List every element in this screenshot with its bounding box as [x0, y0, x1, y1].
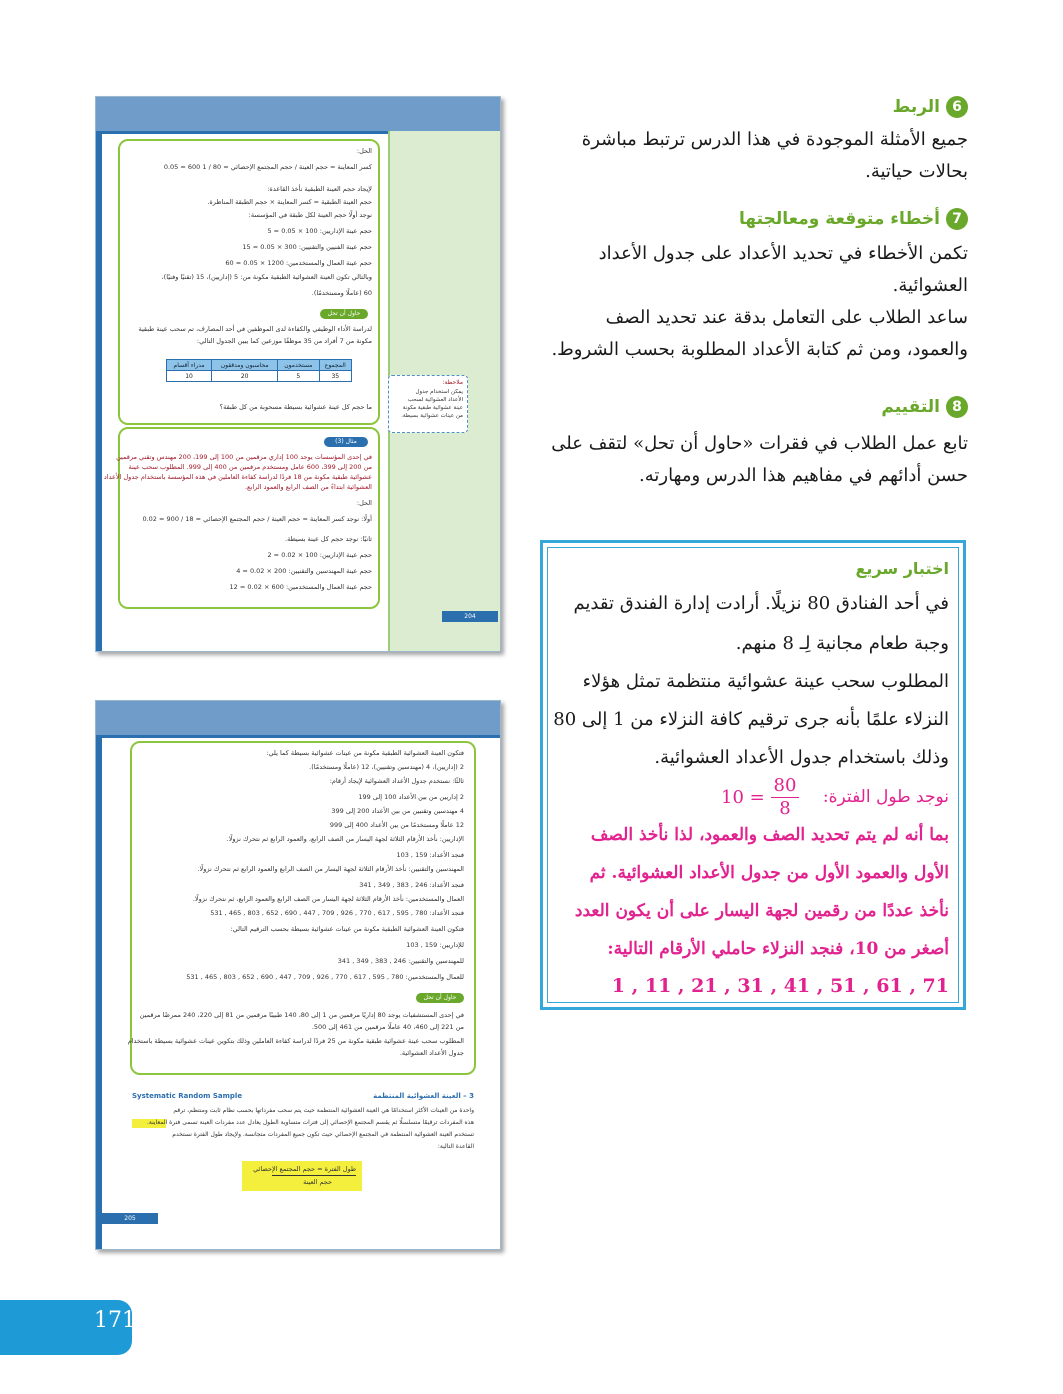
- text-line: حجم عينة المهندسين والتقنيين: 200 × 0.02 = 4: [236, 567, 372, 575]
- text-line: واحدة من العينات الأكثر استخدامًا هي العينة العشوائية المنتظمة حيث يتم سحب مفرداتها بحسب نظام ثابت ومنتظم، ترقم: [173, 1107, 474, 1114]
- answer-line: أصغر من 10، فنجد النزلاء حاملي الأرقام التالية:: [607, 939, 949, 959]
- table-cell: 5: [278, 371, 319, 382]
- text-line: العشوائية ابتداءً من الصف الرابع والعمود الرابع.: [244, 483, 372, 491]
- section-title: أخطاء متوقعة ومعالجتها: [739, 209, 940, 229]
- table-header: مستخدمون: [278, 360, 319, 371]
- page-number: 171: [94, 1308, 136, 1333]
- text-line: في إحدى المستشفيات يوجد 80 إداريًا مرقمين من 1 إلى 80، 140 طبيبًا مرقمين من 81 إلى 220، 240 ممرضًا مرقمين: [139, 1011, 464, 1019]
- page-label-205: 205: [102, 1213, 158, 1224]
- text-line: كسر المعاينة = حجم العينة / حجم المجتمع الإحصائي = 80 / 1 600 = 0.05: [163, 163, 372, 171]
- text-line: المطلوب سحب عينة عشوائية طبقية مكونة من 25 فردًا لدراسة كفاءة العاملين وذلك بتكوين عينات عشوائية بسيطة باستخدام: [127, 1037, 464, 1045]
- interval-denominator: 8: [779, 798, 791, 819]
- text-line: العمال والمستخدمين: نأخذ الأرقام الثلاثة لجهة اليسار من الصف الرابع والعمود الرابع، ثم نتحرك نزولًا.: [192, 895, 464, 903]
- text-line: فنجد الأعداد: 780 , 595 , 617 , 770 , 926 , 709 , 447 , 690 , 652 , 803 , 465 , 531: [210, 909, 464, 917]
- try-it-tab: حاول أن تحل: [320, 309, 368, 319]
- formula-bottom: حجم العينة: [303, 1178, 332, 1186]
- text-line: ثانيًا: نوجد حجم كل عينة بسيطة.: [285, 535, 372, 543]
- text-line: حجم عينة الفنيين والتقنيين: 300 × 0.05 = 15: [242, 243, 372, 251]
- text-line: 2 (إداريين)، 4 (مهندسين وتقنيين)، 12 (عاملًا ومستخدمًا).: [309, 763, 464, 771]
- text-line: للإداريين: 159 , 103: [406, 941, 464, 949]
- text-line: فتكون العينة العشوائية الطبقية مكونة من عينات عشوائية بسيطة كما يلي:: [266, 749, 464, 757]
- table-header: محاسبون ومدققون: [212, 360, 278, 371]
- example-box: [103, 427, 380, 609]
- section-heading-connect: [893, 96, 968, 118]
- section-title-ar: 3 – العينة العشوائية المنتظمة: [373, 1092, 474, 1100]
- table-cell: 35: [319, 371, 351, 382]
- page-header-bar: [96, 97, 500, 134]
- body-line: جميع الأمثلة الموجودة في هذا الدرس ترتبط مباشرة: [581, 129, 968, 150]
- solution-box: [127, 741, 476, 1075]
- text-line: حجم عينة الإداريين: 100 × 0.02 = 2: [267, 551, 372, 559]
- text-line: لإيجاد حجم العينة الطبقية نأخذ القاعدة:: [267, 185, 372, 193]
- section-body-mistakes: [538, 238, 968, 366]
- try-it-tab: حاول أن تحل: [416, 993, 464, 1003]
- quiz-question-line: في أحد الفنادق 80 نزيلًا. أرادت إدارة الفندق تقديم: [573, 593, 949, 614]
- note-box: [388, 375, 468, 433]
- text-line: 12 عاملًا ومستخدمًا من بين الأعداد 400 إلى 999: [329, 821, 464, 829]
- text-line: 60 (عاملًا ومستخدمًا).: [311, 289, 372, 297]
- quiz-title: اختبار سريع: [855, 559, 949, 578]
- text-line: للمهندسين والتقنيين: 246 , 383 , 349 , 341: [337, 957, 464, 965]
- text-line: المهندسين والتقنيين: نأخذ الأرقام الثلاثة لجهة اليسار من الصف الرابع والعمود الرابع ثم نتحرك نزولًا.: [197, 865, 464, 873]
- body-line: حسن أدائهم في مفاهيم هذا الدرس ومهارته.: [639, 465, 968, 486]
- text-line: حجم العينة الطبقية = كسر المعاينة × حجم الطبقة المناظرة.: [207, 198, 372, 206]
- body-line: تكمن الأخطاء في تحديد الأعداد على جدول الأعداد: [598, 243, 968, 264]
- interval-numerator: 80: [773, 775, 797, 796]
- book-page-thumbnail-204: [95, 96, 501, 652]
- interval-label: نوجد طول الفترة:: [822, 787, 949, 807]
- section-number: 7: [946, 208, 968, 230]
- answer-line: بما أنه لم يتم تحديد الصف والعمود، لذا نأخذ الصف: [590, 825, 949, 845]
- formula-box: [242, 1161, 362, 1191]
- text-line: الحل:: [356, 499, 372, 507]
- answer-line: الأول والعمود الأول من جدول الأعداد العشوائية. ثم: [589, 863, 949, 883]
- answer-numbers: 1 , 11 , 21 , 31 , 41 , 51 , 61 , 71: [611, 975, 949, 997]
- text-line: حجم عينة العمال والمستخدمين: 600 × 0.02 = 12: [229, 583, 372, 591]
- table-header: مدراء أقسام: [167, 360, 212, 371]
- text-line: القاعدة التالية:: [437, 1143, 474, 1150]
- section-title: التقييم: [881, 397, 940, 417]
- text-line: حجم عينة الإداريين: 100 × 0.05 = 5: [267, 227, 372, 235]
- book-page-thumbnail-205: [95, 700, 501, 1250]
- text-line: ثالثًا: نستخدم جدول الأعداد العشوائية لإيجاد أرقام:: [329, 777, 464, 785]
- body-line: تابع عمل الطلاب في فقرات «حاول أن تحل» لتقف على: [551, 433, 968, 454]
- staff-table: [166, 359, 352, 382]
- body-line: ساعد الطلاب على التعامل بدقة عند تحديد الصف: [605, 307, 968, 328]
- quiz-question-line: وذلك باستخدام جدول الأعداد العشوائية.: [654, 747, 949, 768]
- note-line: عينة عشوائية طبقية مكونة: [402, 405, 463, 411]
- text-line: 2 إداريين من بين الأعداد 100 إلى 199: [358, 793, 464, 801]
- section-title-en: Systematic Random Sample: [132, 1092, 243, 1100]
- text-line: تستخدم العينة العشوائية المنتظمة في المجتمع الإحصائي حيث تكون جميع المفردات متجانسة. ولإيجاد طول الفترة نستخدم: [172, 1131, 474, 1138]
- text-line: هذه المفردات ترقيمًا متسلسلًا ثم يقسم المجتمع الإحصائي إلى فترات متساوية الطول يعادل عدد مفردات العينة تسمى فترة المعاينة.: [146, 1119, 474, 1126]
- text-line: في إحدى المؤسسات يوجد 100 إداري مرقمين من 100 إلى 199، 200 مهندس وتقني مرقمين: [116, 453, 372, 461]
- example-tab: مثال (3): [324, 437, 368, 447]
- table-header: المجموع: [319, 360, 351, 371]
- answer-line: نأخذ عددًا من رقمين لجهة اليسار على أن يكون العدد: [574, 901, 949, 921]
- text-line: فتكون العينة العشوائية الطبقية مكونة من عينات عشوائية بسيطة بحسب الترقيم التالي:: [230, 925, 464, 933]
- text-line: حجم عينة العمال والمستخدمين: 1200 × 0.05 = 60: [225, 259, 372, 267]
- text-line: ما حجم كل عينة عشوائية بسيطة مسحوبة من كل طبقة؟: [219, 403, 372, 411]
- quiz-question-line: النزلاء علمًا بأنه جرى ترقيم كافة النزلاء من 1 إلى 80: [553, 709, 949, 730]
- text-line: عشوائية طبقية مكونة من 18 فردًا لدراسة كفاءة العاملين في هذه المؤسسة باستخدام جدول الأعداد: [103, 473, 372, 481]
- table-cell: 10: [167, 371, 212, 382]
- fraction-bar: [272, 1175, 356, 1176]
- formula-top: طول الفترة = حجم المجتمع الإحصائي: [253, 1165, 356, 1173]
- section-number: 6: [946, 96, 968, 118]
- text-line: 4 مهندسين وتقنيين من بين الأعداد 200 إلى 399: [331, 807, 464, 815]
- text-line: نوجد أولًا حجم العينة لكل طبقة في المؤسسة:: [248, 211, 372, 219]
- table-cell: 20: [212, 371, 278, 382]
- text-line: مكونة من 7 أفراد من 35 موظفًا موزعين كما يبين الجدول التالي:: [196, 337, 372, 345]
- solution-box: [118, 139, 380, 425]
- text-line: جدول الأعداد العشوائية.: [399, 1049, 464, 1057]
- page-edge-bar: [96, 131, 102, 651]
- interval-formula: [721, 775, 811, 819]
- text-line: أولًا: نوجد كسر المعاينة = حجم العينة / حجم المجتمع الإحصائي = 18 / 900 = 0.02: [142, 515, 372, 523]
- page-edge-bar: [96, 735, 102, 1249]
- quiz-question-line: المطلوب سحب عينة عشوائية منتظمة تمثل هؤلاء: [582, 671, 949, 692]
- section-title: الربط: [892, 97, 940, 117]
- section-number: 8: [946, 396, 968, 418]
- text-line: للعمال والمستخدمين: 780 , 595 , 617 , 770 , 926 , 709 , 447 , 690 , 652 , 803 , 465 , 531: [186, 973, 464, 981]
- quick-quiz-box: [540, 540, 966, 1010]
- text-line: الحل:: [356, 147, 372, 155]
- text-line: لدراسة الأداء الوظيفي والكفاءة لدى الموظفين في أحد المصارف، تم سحب عينة طبقية: [138, 325, 372, 333]
- body-line: بحالات حياتية.: [865, 161, 968, 182]
- note-line: من عينات عشوائية بسيطة.: [401, 413, 463, 419]
- body-line: العشوائية.: [892, 275, 968, 296]
- quiz-question-line: وجبة طعام مجانية لِـ 8 منهم.: [735, 633, 949, 654]
- text-line: فنجد الأعداد: 159 , 103: [396, 851, 464, 859]
- note-line: الأعداد العشوائية لسحب: [407, 397, 463, 403]
- body-line: والعمود، ومن ثم كتابة الأعداد المطلوبة بحسب الشروط.: [551, 339, 968, 360]
- section-body-assessment: [538, 428, 968, 492]
- note-title: ملاحظة:: [442, 379, 463, 386]
- section-heading-assessment: [881, 396, 968, 418]
- section-heading-mistakes: [739, 208, 968, 230]
- note-line: يمكن استخدام جدول: [415, 389, 463, 395]
- interval-result: 10 =: [721, 787, 765, 808]
- text-line: وبالتالي تكون العينة العشوائية الطبقية مكونة من: 5 (إداريين)، 15 (تقنيًا وفنيًا)،: [161, 273, 372, 281]
- section-body-connect: [538, 124, 968, 188]
- text-line: من 221 إلى 460، 40 عاملًا مرقمين من 461 إلى 500.: [311, 1023, 464, 1031]
- text-line: فنجد الأعداد: 246 , 383 , 349 , 341: [359, 881, 464, 889]
- text-line: من 200 إلى 399، 600 عامل ومستخدم مرقمين من 400 إلى 999. المطلوب سحب عينة: [128, 463, 372, 471]
- text-line: الإداريين: نأخذ الأرقام الثلاثة لجهة اليسار من الصف الرابع، والعمود الرابع ثم نتحرك نزولًا.: [226, 835, 464, 843]
- page-header-bar: [96, 701, 500, 738]
- page-label-204: 204: [442, 611, 498, 622]
